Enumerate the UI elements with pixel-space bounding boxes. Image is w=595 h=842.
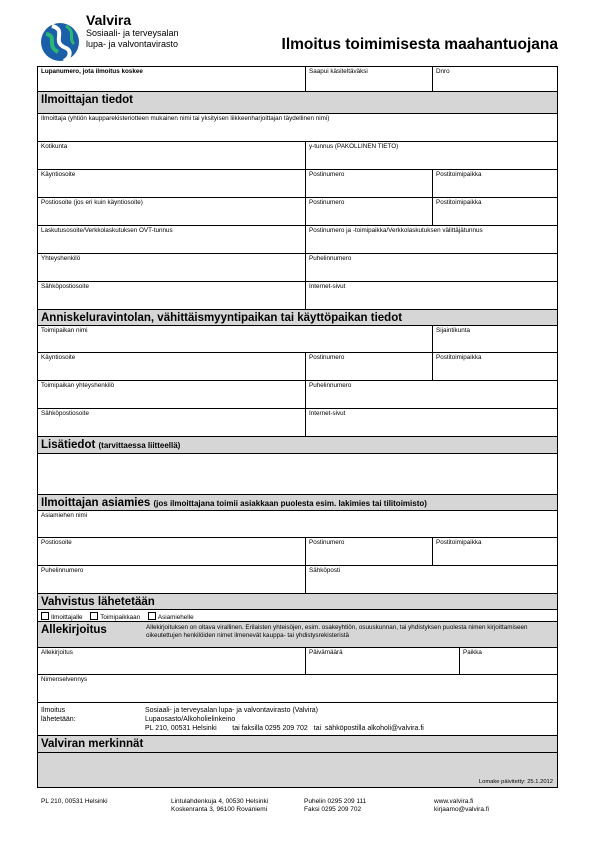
premises-postal-code-label: Postinumero: [309, 354, 345, 361]
agent-contact-row: [38, 566, 557, 594]
send-to-line-1: Sosiaali- ja terveysalan lupa- ja valvontavirasto (Valvira): [145, 707, 319, 714]
agent-email-label: Sähköposti: [309, 567, 341, 574]
footer-address-2: Koskenranta 3, 96100 Rovaniemi: [171, 806, 268, 813]
agent-postal-address-label: Postiosoite: [41, 539, 72, 546]
notifier-post-office-label: Postitoimipaikka: [436, 171, 482, 178]
brand: [86, 12, 179, 50]
footer-fax: Faksi 0295 209 702: [304, 806, 362, 813]
date-label: Päivämäärä: [309, 649, 343, 656]
agent-name-field[interactable]: [38, 511, 557, 537]
premises-email-label: Sähköpostiosoite: [41, 410, 89, 417]
footer-pobox: PL 210, 00531 Helsinki: [41, 798, 108, 805]
agent-post-office-label: Postitoimipaikka: [436, 539, 482, 546]
confirmation-checkbox-group: [41, 612, 200, 621]
notifier-phone-label: Puhelinnumero: [309, 255, 352, 262]
notifier-post-office-2-field[interactable]: [432, 198, 557, 225]
notifier-postal-address-field[interactable]: [38, 198, 305, 225]
brand-subtitle-1: Sosiaali- ja terveysalan: [86, 28, 179, 38]
notifier-email-row: [38, 282, 557, 310]
agent-email-field[interactable]: [305, 566, 557, 593]
notifier-email-label: Sähköpostiosoite: [41, 283, 89, 290]
contact-person-field[interactable]: [38, 254, 305, 281]
premises-phone-label: Puhelinnumero: [309, 382, 352, 389]
page-header: [40, 12, 560, 64]
notifier-postal-address-label: Postiosoite (jos eri kuin käyntiosoite): [41, 199, 143, 206]
confirmation-heading: Vahvistus lähetetään: [41, 596, 155, 608]
signature-legal-text: Allekirjoituksen on oltava virallinen. Erilaisten yhteisöjen, esim. osakeyhtiön, osuuskunnan, tai yhdistyksen puolesta nimen kirjoittamiseen oikeutettujen henkilöiden nimet ilmenevät kauppa- tai yhdistysrekisteristä: [146, 624, 528, 639]
premises-web-label: Internet-sivut: [309, 410, 346, 417]
confirm-agent-checkbox[interactable]: [148, 612, 156, 620]
agent-heading-text: Ilmoittajan asiamies: [41, 497, 151, 509]
confirm-premises-option[interactable]: [90, 614, 140, 621]
document-title: Ilmoitus toimimisesta maahantuojana: [281, 36, 558, 53]
date-field[interactable]: [305, 648, 459, 674]
premises-street-label: Käyntiosoite: [41, 354, 76, 361]
agent-postal-code-field[interactable]: [305, 538, 432, 565]
premises-contact-row: [38, 381, 557, 409]
agent-section-header: [38, 495, 557, 511]
agent-name-label: Asiamiehen nimi: [41, 512, 88, 519]
notifier-name-field[interactable]: [38, 114, 557, 141]
premises-location-label: Sijaintikunta: [436, 327, 470, 334]
notifier-section-header: [38, 92, 557, 114]
agent-postal-address-field[interactable]: [38, 538, 305, 565]
signature-row: [38, 648, 557, 675]
premises-post-office-label: Postitoimipaikka: [436, 354, 482, 361]
confirmation-options-row: [38, 610, 557, 622]
agent-name-row: [38, 511, 557, 538]
notifier-contact-row: [38, 254, 557, 282]
billing-post-label: Postinumero ja -toimipaikka/Verkkolaskutuksen välittäjätunnus: [309, 227, 483, 234]
send-to-line-3: PL 210, 00531 Helsinki tai faksilla 0295 209 702 tai sähköpostilla alkoholi@valvira.fi: [145, 725, 424, 732]
extra-heading-text: Lisätiedot: [41, 439, 96, 451]
confirm-notifier-label: Ilmoittajalle: [51, 614, 83, 621]
footer-addresses: [171, 798, 268, 814]
premises-heading: Anniskeluravintolan, vähittäismyyntipaikan tai käyttöpaikan tiedot: [41, 312, 403, 324]
notifier-postal-code-field[interactable]: [305, 170, 432, 197]
billing-field[interactable]: [38, 226, 305, 253]
dnro-label: Dnro: [436, 68, 450, 75]
notifier-web-label: Internet-sivut: [309, 283, 346, 290]
extra-heading: [41, 439, 180, 451]
confirmation-section-header: [38, 594, 557, 610]
notifier-email-field[interactable]: [38, 282, 305, 309]
signature-label: Allekirjoitus: [41, 649, 73, 656]
premises-name-label: Toimipaikan nimi: [41, 327, 88, 334]
notifier-postal-code-2-field[interactable]: [305, 198, 432, 225]
footer-online: [434, 798, 489, 814]
business-id-field[interactable]: [305, 142, 557, 169]
clarification-row: [38, 675, 557, 703]
signature-section-header: [38, 622, 557, 648]
billing-post-field[interactable]: [305, 226, 557, 253]
footer-contact: [304, 798, 366, 814]
agent-post-office-field[interactable]: [432, 538, 557, 565]
contact-person-label: Yhteyshenkilö: [41, 255, 81, 262]
premises-phone-field[interactable]: [305, 381, 557, 408]
premises-name-field[interactable]: [38, 326, 432, 352]
confirm-premises-label: Toimipaikkaan: [100, 614, 141, 621]
confirm-agent-option[interactable]: [148, 614, 194, 621]
received-label: Saapui käsiteltäväksi: [309, 68, 368, 75]
notifier-postal-code-label: Postinumero: [309, 171, 345, 178]
valvira-notes-section: [38, 736, 557, 787]
premises-contact-label: Toimipaikan yhteyshenkilö: [41, 382, 115, 389]
footer-phone: Puhelin 0295 209 111: [304, 798, 367, 805]
notifier-postal-row: [38, 198, 557, 226]
premises-contact-field[interactable]: [38, 381, 305, 408]
municipality-label: Kotikunta: [41, 143, 68, 150]
signature-field[interactable]: [38, 648, 305, 674]
notifier-name-label: Ilmoittaja (yhtiön kaupparekisteriotteen mukainen nimi tai yksityisen liikkeenharjoittajan täydellinen nimi): [41, 115, 330, 122]
licence-number-label: Lupanumero, jota ilmoitus koskee: [41, 68, 143, 75]
footer-email-link[interactable]: kirjaamo@valvira.fi: [434, 806, 489, 813]
licence-number-field[interactable]: [38, 67, 305, 91]
billing-label: Laskutusosoite/Verkkolaskutuksen OVT-tunnus: [41, 227, 173, 234]
confirm-premises-checkbox[interactable]: [90, 612, 98, 620]
extra-info-field[interactable]: [38, 454, 557, 495]
extra-section-header: [38, 437, 557, 454]
notification-form: [37, 66, 558, 788]
agent-postal-code-label: Postinumero: [309, 539, 345, 546]
confirm-agent-label: Asiamiehelle: [157, 614, 194, 621]
brand-name: Valvira: [86, 12, 132, 28]
notifier-phone-field[interactable]: [305, 254, 557, 281]
valvira-logo-icon: [40, 20, 80, 64]
valvira-notes-divider: [38, 752, 557, 753]
notifier-billing-row: [38, 226, 557, 254]
place-label: Paikka: [463, 649, 482, 656]
premises-street-row: [38, 353, 557, 381]
name-clarification-label: Nimenselvennys: [41, 676, 88, 683]
extra-heading-note: (tarvittaessa liitteellä): [98, 441, 181, 450]
premises-street-field[interactable]: [38, 353, 305, 380]
notifier-heading: Ilmoittajan tiedot: [41, 94, 133, 106]
notifier-postal-code-2-label: Postinumero: [309, 199, 345, 206]
send-to-label: Ilmoitus lähetetään:: [41, 707, 76, 723]
agent-heading-note: (jos ilmoittajana toimii asiakkaan puolesta esim. lakimies tai tilitoimisto): [153, 499, 427, 508]
notifier-municipality-row: [38, 142, 557, 170]
premises-post-office-field[interactable]: [432, 353, 557, 380]
notifier-post-office-field[interactable]: [432, 170, 557, 197]
notifier-street-label: Käyntiosoite: [41, 171, 76, 178]
municipality-field[interactable]: [38, 142, 305, 169]
brand-subtitle-2: lupa- ja valvontavirasto: [86, 39, 179, 49]
agent-phone-label: Puhelinnumero: [41, 567, 84, 574]
agent-heading: [41, 497, 427, 509]
form-updated-date: Lomake päivitetty: 25.1.2012: [478, 779, 553, 785]
top-row: [38, 67, 557, 92]
notifier-street-row: [38, 170, 557, 198]
confirm-notifier-option[interactable]: [41, 614, 83, 621]
agent-address-row: [38, 538, 557, 566]
send-to-row: [38, 703, 557, 736]
notifier-name-row: [38, 114, 557, 142]
premises-email-field[interactable]: [38, 409, 305, 436]
confirm-notifier-checkbox[interactable]: [41, 612, 49, 620]
place-field[interactable]: [459, 648, 557, 674]
notifier-post-office-2-label: Postitoimipaikka: [436, 199, 482, 206]
premises-email-row: [38, 409, 557, 437]
send-to-line-2: Lupaosasto/Alkoholielinkeino: [145, 716, 236, 723]
premises-name-row: [38, 326, 557, 353]
footer-web-link[interactable]: www.valvira.fi: [434, 798, 474, 805]
name-clarification-field[interactable]: [38, 675, 557, 702]
premises-web-field[interactable]: [305, 409, 557, 436]
valvira-notes-heading: Valviran merkinnät: [41, 738, 144, 750]
premises-location-field[interactable]: [432, 326, 557, 352]
business-id-label: y-tunnus (PAKOLLINEN TIETO): [309, 143, 399, 150]
send-to-address: [145, 706, 545, 733]
notifier-web-field[interactable]: [305, 282, 557, 309]
premises-section-header: [38, 310, 557, 326]
agent-phone-field[interactable]: [38, 566, 305, 593]
signature-heading: Allekirjoitus: [41, 624, 107, 636]
premises-postal-code-field[interactable]: [305, 353, 432, 380]
received-field[interactable]: [305, 67, 432, 91]
footer-address-1: Lintulahdenkuja 4, 00530 Helsinki: [171, 798, 269, 805]
dnro-field[interactable]: [432, 67, 557, 91]
notifier-street-field[interactable]: [38, 170, 305, 197]
